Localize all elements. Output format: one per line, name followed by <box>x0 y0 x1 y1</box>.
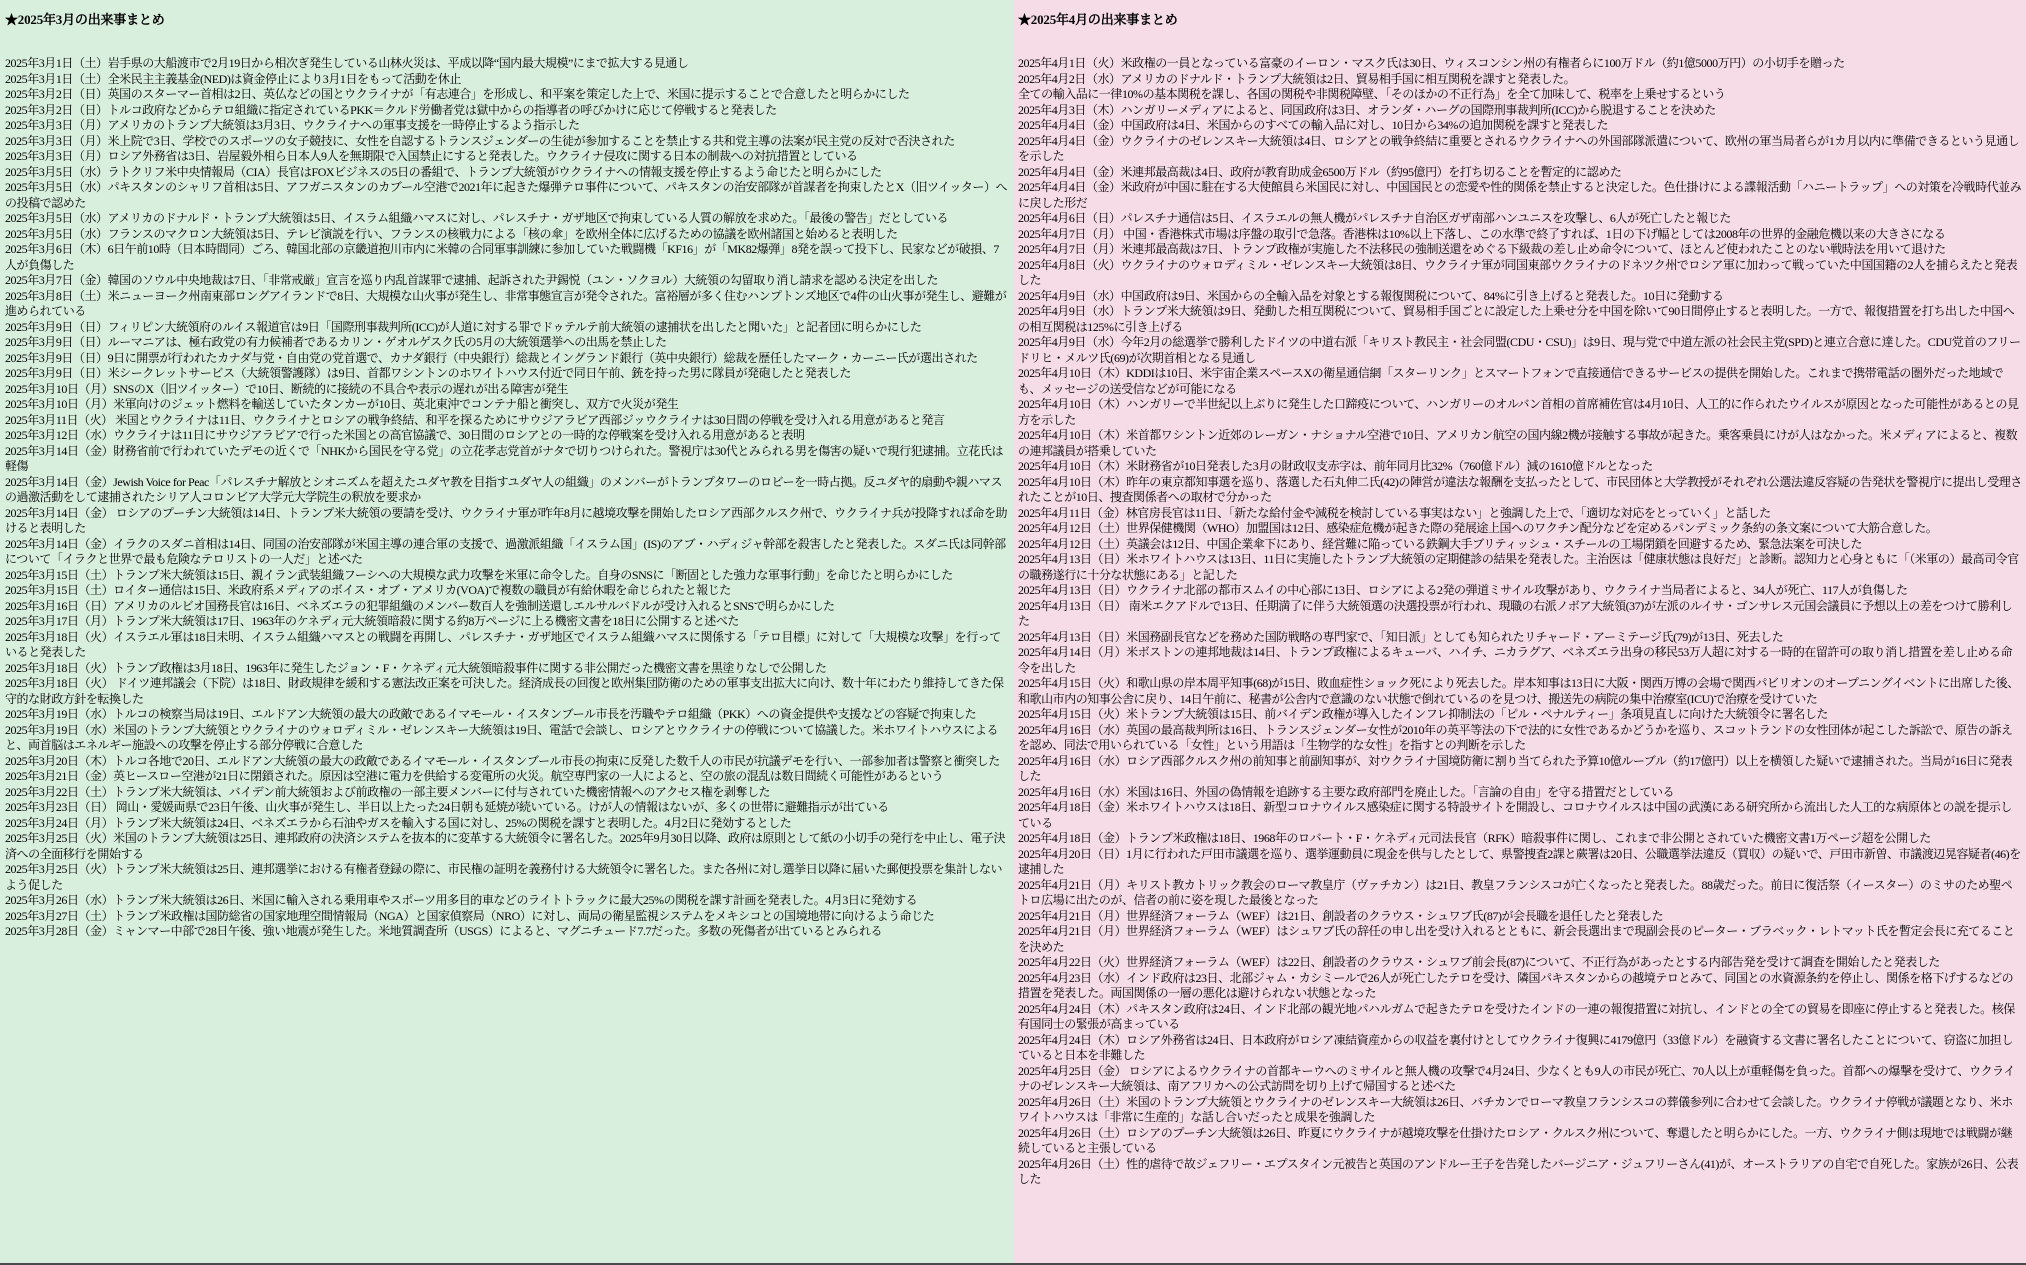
event-line: 2025年3月1日（土）全米民主主義基金(NED)は資金停止により3月1日をもって活動を休止 <box>5 71 461 86</box>
event-line: 2025年3月15日（土）トランプ米大統領は15日、親イラン武装組織フーシへの大規模な武力攻撃を米軍に命令した。自身のSNSに「断固とした強力な軍事行動」を命じたと明らかにした <box>5 567 953 582</box>
event-line: 2025年4月23日（水）インド政府は23日、北部ジャム・カシミールで26人が死亡したテロを受け、隣国パキスタンからの越境テロとみて、同国との水資源条約を停止し、関係を格下げするなどの措置を発表した。両国関係の一層の悪化は避けられない状態となった <box>1018 970 2014 1000</box>
event-line: 2025年3月6日（木）6日午前10時（日本時間同）ごろ、韓国北部の京畿道抱川市内に米韓の合同軍事訓練に参加していた戦闘機「KF16」が「MK82爆弾」8発を誤って投下し、民家などが破損、7人が負傷した <box>5 242 999 272</box>
event-line: 2025年3月24日（月）トランプ米大統領は24日、ベネズエラから石油やガスを輸入する国に対し、25%の関税を課すと表明した。4月2日に発効するとした <box>5 815 792 830</box>
event-line: 2025年4月24日（木）パキスタン政府は24日、インド北部の観光地パハルガムで起きたテロを受けたインドの一連の報復措置に対抗し、インドとの全ての貿易を即座に停止すると発表した。核保有国同士の緊張が高まっている <box>1018 1001 2015 1031</box>
event-line: 2025年3月3日（月）ロシア外務省は3日、岩屋毅外相ら日本人9人を無期限で入国禁止にすると発表した。ウクライナ侵攻に関する日本の制裁への対抗措置としている <box>5 149 858 163</box>
event-line: 2025年3月18日（火）イスラエル軍は18日未明、イスラム組織ハマスとの戦闘を再開し、パレスチナ・ガザ地区でイスラム組織ハマスに関係する「テロ目標」に対して「大規模な攻撃」を行っていると発表した <box>5 629 1001 659</box>
event-line: 2025年3月9日（日）米シークレットサービス（大統領警護隊）は9日、首都ワシントンのホワイトハウス付近で同日午前、銃を持った男に隊員が発砲したと発表した <box>5 366 851 380</box>
event-line: 2025年3月28日（金）ミャンマー中部で28日午後、強い地震が発生した。米地質調査所（USGS）によると、マグニチュード7.7だった。多数の死傷者が出ているとみられる <box>5 924 883 938</box>
event-line: 2025年3月1日（土）岩手県の大船渡市で2月19日から相次ぎ発生している山林火災は、平成以降“国内最大規模”にまで拡大する見通し <box>5 56 689 70</box>
event-line: 2025年4月7日（月） 中国・香港株式市場は序盤の取引で急落。香港株は10%以上下落し、この水準で終了すれば、1日の下げ幅としては2008年の世界的金融危機以来の大きさになる <box>1018 226 1946 241</box>
event-line: 2025年3月14日（金）Jewish Voice for Peac「パレスチナ解放とシオニズムを超えたユダヤ教を目指すユダヤ人の組織」のメンバーがトランプタワーのロビーを一時占拠。反ユダヤ的扇動や親ハマスの過激活動をして逮捕されたシリア人コロンビア大学元大学院生の釈放を要求か <box>5 474 1003 504</box>
event-line: 2025年3月21日（金）英ヒースロー空港が21日に閉鎖された。原因は空港に電力を供給する変電所の火災。航空専門家の一人によると、空の旅の混乱は数日間続く可能性があるという <box>5 769 944 783</box>
april-panel <box>1013 0 2026 1263</box>
event-line: 2025年3月14日（金）財務省前で行われていたデモの近くで「NHKから国民を守る党」の立花孝志党首がナタで切りつけられた。警視庁は30代とみられる男を傷害の疑いで現行犯逮捕。立花氏は軽傷 <box>5 443 1004 473</box>
event-line: 2025年4月11日（金）林官房長官は11日、「新たな給付金や減税を検討している事実はない」と強調した上で、「適切な対応をとっていく」と話した <box>1018 505 1771 520</box>
event-line: 2025年3月12日（水）ウクライナは11日にサウジアラビアで行った米国との高官協議で、30日間のロシアとの一時的な停戦案を受け入れる用意があると表明 <box>5 428 805 442</box>
event-line: 2025年4月16日（水）英国の最高裁判所は16日、トランスジェンダー女性が2010年の英平等法の下で法的に女性であるかどうかを巡り、スコットランドの女性団体が起こした訴訟で、原告の訴えを認め、同法で用いられている「女性」という用語は「生物学的な女性」を指すとの判断を示した <box>1018 722 2013 752</box>
event-line: 2025年4月4日（金）中国政府は4日、米国からのすべての輸入品に対し、10日から34%の追加関税を課すと発表した <box>1018 118 1609 132</box>
event-line: 2025年3月9日（日）9日に開票が行われたカナダ与党・自由党の党首選で、カナダ銀行（中央銀行）総裁とイングランド銀行（英中央銀行）総裁を歴任したマーク・カーニー氏が選出された <box>5 350 978 365</box>
april-event-list <box>1018 56 2022 1188</box>
event-line: 2025年3月16日（日）アメリカのルビオ国務長官は16日、ベネズエラの犯罪組織のメンバー数百人を強制送還しエルサルバドルが受け入れるとSNSで明らかにした <box>5 598 835 613</box>
event-line: 2025年4月20日（日）1月に行われた戸田市議選を巡り、選挙運動員に現金を供与したとして、県警捜査2課と蕨署は20日、公職選挙法違反（買収）の疑いで、戸田市新曽、市議渡辺晃容疑者(46)を逮捕した <box>1018 846 2021 876</box>
event-line: 2025年4月10日（木）昨年の東京都知事選を巡り、落選した石丸伸二氏(42)の陣営が違法な報酬を支払ったとして、市民団体と大学教授がそれぞれ公選法違反容疑の告発状を警視庁に提出し受理されたことが10日、捜査関係者への取材で分かった <box>1018 474 2022 504</box>
event-line: 2025年4月26日（土）ロシアのプーチン大統領は26日、昨夏にウクライナが越境攻撃を仕掛けたロシア・クルスク州について、奪還したと明らかにした。一方、ウクライナ側は現地では戦闘が継続していると主張している <box>1018 1125 2013 1155</box>
event-line: 2025年3月9日（日）ルーマニアは、極右政党の有力候補者であるカリン・ゲオルゲスク氏の5月の大統領選挙への出馬を禁止した <box>5 335 667 349</box>
march-event-list <box>5 56 1009 940</box>
april-title: ★2025年4月の出来事まとめ <box>1018 12 1178 27</box>
event-line: 2025年4月10日（木）米首都ワシントン近郊のレーガン・ナショナル空港で10日、アメリカン航空の国内線2機が接触する事故が起きた。乗客乗員にけが人はなかった。米メディアによると、複数の連邦議員が搭乗していた <box>1018 428 2018 458</box>
event-line: 2025年3月25日（火）米国のトランプ大統領は25日、連邦政府の決済システムを抜本的に変革する大統領令に署名した。2025年9月30日以降、政府は原則として紙の小切手の発行を中止し、電子決済への全面移行を開始する <box>5 831 1006 861</box>
event-line: 2025年4月25日（金） ロシアによるウクライナの首都キーウへのミサイルと無人機の攻撃で4月24日、少なくとも9人の市民が死亡、70人以上が重軽傷を負った。首都への爆撃を受けて、ウクライナのゼレンスキー大統領は、南アフリカへの公式訪問を切り上げて帰国すると述べた <box>1018 1063 2015 1093</box>
event-line: 2025年4月7日（月）米連邦最高裁は7日、トランプ政権が実施した不法移民の強制送還をめぐる下級裁の差し止め命令について、ほとんど使われたことのない戦時法を用いて退けた <box>1018 242 1946 256</box>
event-line: 2025年3月5日（水）アメリカのドナルド・トランプ大統領は5日、イスラム組織ハマスに対し、パレスチナ・ガザ地区で拘束している人質の解放を求めた。「最後の警告」だとしている <box>5 211 949 225</box>
event-line: 2025年3月5日（水）パキスタンのシャリフ首相は5日、アフガニスタンのカブール空港で2021年に起きた爆弾テロ事件について、パキスタンの治安部隊が首謀者を拘束したとX（旧ツイッター）への投稿で認めた <box>5 180 1008 210</box>
event-line: 2025年4月10日（木）ハンガリーで半世紀以上ぶりに発生した口蹄疫について、ハンガリーのオルバン首相の首席補佐官は4月10日、人工的に作られたウイルスが原因となった可能性があるとの見方を示した <box>1018 397 2019 427</box>
event-line: 2025年3月2日（日）英国のスターマー首相は2日、英仏などの国とウクライナが「有志連合」を形成し、和平案を策定した上で、米国に提示することで合意したと明らかにした <box>5 87 910 101</box>
event-line: 2025年4月8日（火）ウクライナのウォロディミル・ゼレンスキー大統領は8日、ウクライナ軍が同国東部ウクライナのドネツク州でロシア軍に加わって戦っていた中国国籍の2人を捕らえたと発表した <box>1018 257 2018 287</box>
event-line: 2025年3月15日（土）ロイター通信は15日、米政府系メディアのボイス・オブ・アメリカ(VOA)で複数の職員が有給休暇を命じられたと報じた <box>5 583 731 597</box>
event-line: 2025年4月14日（月）米ボストンの連邦地裁は14日、トランプ政権によるキューバ、ハイチ、ニカラグア、ベネズエラ出身の移民53万人超に対する一時的在留許可の取り消し措置を差し止める命令を出した <box>1018 645 2013 675</box>
event-line: 2025年3月5日（水）ラトクリフ米中央情報局（CIA）長官はFOXビジネスの5日の番組で、トランプ大統領がウクライナへの情報支援を停止するよう命じたと明らかにした <box>5 164 882 179</box>
event-line: 2025年4月3日（木）ハンガリーメディアによると、同国政府は3日、オランダ・ハーグの国際刑事裁判所(ICC)から脱退することを決めた <box>1018 102 1716 117</box>
april-panel-content <box>1013 0 2026 1188</box>
event-line: 2025年4月10日（木）米財務省が10日発表した3月の財政収支赤字は、前年同月比32%（760億ドル）減の1610億ドルとなった <box>1018 459 1653 473</box>
event-line: 2025年4月26日（土）性的虐待で故ジェフリー・エプスタイン元被告と英国のアンドルー王子を告発したバージニア・ジュフリーさん(41)が、オーストラリアの自宅で自死した。家族が26日、公表した <box>1018 1156 2019 1186</box>
event-line: 2025年3月10日（月）米軍向けのジェット燃料を輸送していたタンカーが10日、英北東沖でコンテナ船と衝突し、双方で火災が発生 <box>5 397 679 411</box>
event-line: 2025年3月9日（日）フィリピン大統領府のルイス報道官は9日「国際刑事裁判所(ICC)が人道に対する罪でドゥテルテ前大統領の逮捕状を出したと聞いた」と記者団に明らかにした <box>5 319 922 334</box>
event-line: 2025年3月10日（月）SNSのX（旧ツイッター）で10日、断続的に接続の不具合や表示の遅れが出る障害が発生 <box>5 381 569 396</box>
event-line: 2025年3月3日（月）米上院で3日、学校でのスポーツの女子競技に、女性を自認するトランスジェンダーの生徒が参加することを禁止する共和党主導の法案が民主党の反対で否決された <box>5 133 955 148</box>
event-line: 2025年3月18日（火）トランプ政権は3月18日、1963年に発生したジョン・F・ケネディ元大統領暗殺事件に関する非公開だった機密文書を黒塗りなしで公開した <box>5 660 827 675</box>
event-line: 2025年4月13日（日）米国務副長官などを務めた国防戦略の専門家で、「知日派」としても知られたリチャード・アーミテージ氏(79)が13日、死去した <box>1018 629 1784 644</box>
event-line: 2025年4月21日（月）世界経済フォーラム（WEF）はシュワブ氏の辞任の申し出を受け入れるとともに、新会長選出まで現副会長のピーター・ブラベック・レトマット氏を暫定会長に充てることを決めた <box>1018 924 2015 954</box>
event-line: 2025年4月9日（水）中国政府は9日、米国からの全輸入品を対象とする報復関税について、84%に引き上げると発表した。10日に発動する <box>1018 288 1724 303</box>
march-title: ★2025年3月の出来事まとめ <box>5 12 165 27</box>
event-line: 2025年4月18日（金）トランプ米政権は18日、1968年のロバート・F・ケネディ元司法長官（RFK）暗殺事件に関し、これまで非公開とされていた機密文書1万ページ超を公開した <box>1018 831 1931 845</box>
march-panel-content <box>0 0 1013 940</box>
event-line: 2025年4月4日（金）米政府が中国に駐在する大使館員ら米国民に対し、中国国民との恋愛や性的関係を禁止すると決定した。色仕掛けによる諜報活動「ハニートラップ」への対策を冷戦時代並みに戻した形だ <box>1018 180 2022 210</box>
event-line: 2025年3月8日（土）米ニューヨーク州南東部ロングアイランドで8日、大規模な山火事が発生し、非常事態宣言が発令された。富裕層が多く住むハンプトンズ地区で4件の山火事が発生し、避難が進められている <box>5 288 1007 318</box>
event-line: 2025年4月13日（日）米ホワイトハウスは13日、11日に実施したトランプ大統領の定期健診の結果を発表した。主治医は「健康状態は良好だ」と診断。認知力と心身ともに「（米軍の）最高司令官の職務遂行に十分な状態にある」と記した <box>1018 552 2019 582</box>
event-line: 2025年4月15日（火）米トランプ大統領は15日、前バイデン政権が導入したインフレ抑制法の「ピル・ペナルティー」条項見直しに向けた大統領令に署名した <box>1018 707 1828 721</box>
event-line: 2025年4月15日（火）和歌山県の岸本周平知事(68)が15日、敗血症性ショック死により死去した。岸本知事は13日に大阪・関西万博の会場で関西パビリオンのオープニングイベントに出席した後、和歌山市内の知事公舎に戻り、14日午前に、秘書が公舎内で意識のない状態で倒れているのを見つけ、搬送先の病院の集中治療室(ICU)で治療を受けていた <box>1018 676 2019 706</box>
event-line: 全ての輸入品に一律10%の基本関税を課し、各国の関税や非関税障壁、「そのほかの不正行為」を全て加味して、税率を上乗せするという <box>1018 87 1726 101</box>
event-line: 2025年3月19日（水）米国のトランプ大統領とウクライナのウォロディミル・ゼレンスキー大統領は19日、電話で会談し、ロシアとウクライナの停戦について協議した。米ホワイトハウスによると、両首脳はエネルギー施設への攻撃を停止する部分停戦に合意した <box>5 722 999 752</box>
event-line: 2025年4月13日（日）ウクライナ北部の都市スムイの中心部に13日、ロシアによる2発の弾道ミサイル攻撃があり、ウクライナ当局者によると、34人が死亡、117人が負傷した <box>1018 583 1908 597</box>
event-line: 2025年4月2日（水）アメリカのドナルド・トランプ大統領は2日、貿易相手国に相互関税を課すと発表した。 <box>1018 71 1576 86</box>
event-line: 2025年3月22日（土）トランプ米大統領は、バイデン前大統領および前政権の一部主要メンバーに付与されていた機密情報へのアクセス権を剥奪した <box>5 784 771 799</box>
event-line: 2025年4月4日（金）米連邦最高裁は4日、政府が教育助成金6500万ドル（約95億円）を打ち切ることを暫定的に認めた <box>1018 164 1622 179</box>
event-line: 2025年4月13日（日） 南米エクアドルで13日、任期満了に伴う大統領選の決選投票が行われ、現職の右派ノボア大統領(37)が左派のルイサ・ゴンサレス元国会議員に予想以上の差をつけて勝利した <box>1018 598 2013 628</box>
event-line: 2025年3月3日（月）アメリカのトランプ大統領は3月3日、ウクライナへの軍事支援を一時停止するよう指示した <box>5 118 580 132</box>
event-line: 2025年3月23日（日） 岡山・愛媛両県で23日午後、山火事が発生し、半日以上たった24日朝も延焼が続いている。けが人の情報はないが、多くの世帯に避難指示が出ている <box>5 800 889 814</box>
event-line: 2025年4月9日（水）今年2月の総選挙で勝利したドイツの中道右派「キリスト教民主・社会同盟(CDU・CSU)」は9日、現与党で中道左派の社会民主党(SPD)と連立合意に達した。CDU党首のフリードリヒ・メルツ氏(69)が次期首相となる見通し <box>1018 335 2021 365</box>
event-line: 2025年4月26日（土）米国のトランプ大統領とウクライナのゼレンスキー大統領は26日、バチカンでローマ教皇フランシスコの葬儀参列に合わせて会談した。ウクライナ停戦が議題となり、米ホワイトハウスは「非常に生産的」な話し合いだったと成果を強調した <box>1018 1094 2013 1124</box>
event-line: 2025年4月6日（日）パレスチナ通信は5日、イスラエルの無人機がパレスチナ自治区ガザ南部ハンユニスを攻撃し、6人が死亡したと報じた <box>1018 211 1731 225</box>
event-line: 2025年3月11日（火） 米国とウクライナは11日、ウクライナとロシアの戦争終結、和平を探るためにサウジアラビア西部ジッウクライナは30日間の停戦を受け入れる用意があると発言 <box>5 412 945 427</box>
event-line: 2025年4月1日（火）米政権の一員となっている富豪のイーロン・マスク氏は30日、ウィスコンシン州の有権者らに100万ドル（約1億5000万円）の小切手を贈った <box>1018 56 1845 70</box>
event-line: 2025年3月25日（火）トランプ米大統領は25日、連邦選挙における有権者登録の際に、市民権の証明を義務付ける大統領令に署名した。また各州に対し選挙日以降に届いた郵便投票を集計しないよう促した <box>5 862 1003 892</box>
event-line: 2025年4月18日（金）米ホワイトハウスは18日、新型コロナウイルス感染症に関する特設サイトを開設し、コロナウイルスは中国の武漢にある研究所から流出した人工的な病原体との説を提示している <box>1018 800 2012 830</box>
event-line: 2025年4月21日（月）キリスト教カトリック教会のローマ教皇庁（ヴァチカン）は21日、教皇フランシスコが亡くなったと発表した。88歳だった。前日に復活祭（イースター）のミサのため聖ペトロ広場に出たのが、信者の前に姿を現した最後となった <box>1018 877 2013 907</box>
event-line: 2025年4月22日（火）世界経済フォーラム（WEF）は22日、創設者のクラウス・シュワブ前会長(87)について、不正行為があったとする内部告発を受けて調査を開始したと発表した <box>1018 955 1940 969</box>
event-line: 2025年4月16日（水）ロシア西部クルスク州の前知事と前副知事が、対ウクライナ国境防衛に割り当てられた予算10億ルーブル（約17億円）以上を横領した疑いで逮捕された。当局が16日に発表した <box>1018 753 2012 783</box>
event-line: 2025年3月14日（金） ロシアのプーチン大統領は14日、トランプ米大統領の要請を受け、ウクライナ軍が昨年8月に越境攻撃を開始したロシア西部クルスク州で、ウクライナ兵が投降すれば命を助けると表明した <box>5 505 1008 535</box>
event-line: 2025年4月21日（月）世界経済フォーラム（WEF）は21日、創設者のクラウス・シュワブ氏(87)が会長職を退任したと発表した <box>1018 908 1664 923</box>
event-line: 2025年4月10日（木）KDDIは10日、米宇宙企業スペースXの衛星通信網「スターリンク」とスマートフォンで直接通信できるサービスの提供を開始した。これまで携帯電話の圏外だった地域でも、メッセージの送受信などが可能になる <box>1018 366 2004 396</box>
march-panel <box>0 0 1013 1263</box>
event-line: 2025年3月5日（水）フランスのマクロン大統領は5日、テレビ演説を行い、フランスの核戦力による「核の傘」を欧州全体に広げるための協議を欧州諸国と始めると表明した <box>5 226 898 241</box>
title-gap <box>1018 28 2022 56</box>
event-line: 2025年3月20日（木）トルコ各地で20日、エルドアン大統領の最大の政敵であるイマモール・イスタンブール市長の拘束に反発した数千人の市民が抗議デモを行い、一部参加者は警察と衝突した <box>5 753 1000 768</box>
event-line: 2025年3月14日（金）イラクのスダニ首相は14日、同国の治安部隊が米国主導の連合軍の支援で、過激派組織「イスラム国」(IS)のアブ・ハディジャ幹部を殺害したと発表した。スダニ氏は同幹部について「イラクと世界で最も危険なテロリストの一人だ」と述べた <box>5 536 1006 566</box>
event-line: 2025年3月7日（金）韓国のソウル中央地裁は7日、「非常戒厳」宣言を巡り内乱首謀罪で逮捕、起訴された尹錫悦（ユン・ソクヨル）大統領の勾留取り消し請求を認める決定を出した <box>5 273 939 287</box>
event-line: 2025年4月16日（水）米国は16日、外国の偽情報を追跡する主要な政府部門を廃止した。「言論の自由」を守る措置だとしている <box>1018 784 1675 799</box>
event-line: 2025年3月19日（水）トルコの検察当局は19日、エルドアン大統領の最大の政敵であるイマモール・イスタンブール市長を汚職やテロ組織（PKK）への資金提供や支援などの容疑で拘束した <box>5 707 977 721</box>
event-line: 2025年3月18日（火） ドイツ連邦議会（下院）は18日、財政規律を緩和する憲法改正案を可決した。経済成長の回復と欧州集団防衛のための軍事支出拡大に向け、数十年にわたり維持してきた保守的な財政方針を転換した <box>5 676 1004 706</box>
event-line: 2025年4月4日（金）ウクライナのゼレンスキー大統領は4日、ロシアとの戦争終結に重要とされるウクライナへの外国部隊派遣について、欧州の軍当局者らが1カ月以内に準備できるという見通しを示した <box>1018 133 2020 163</box>
event-line: 2025年3月27日（土）トランプ米政権は国防総省の国家地理空間情報局（NGA）と国家偵察局（NRO）に対し、両局の衛星監視システムをメキシコとの国境地帯に向けるよう命じた <box>5 908 935 923</box>
event-line: 2025年3月17日（月）トランプ米大統領は17日、1963年のケネディ元大統領暗殺に関する約8万ページに上る機密文書を18日に公開すると述べた <box>5 614 739 628</box>
title-gap <box>5 28 1009 56</box>
event-line: 2025年4月12日（土）世界保健機関（WHO）加盟国は12日、感染症危機が起きた際の発展途上国へのワクチン配分などを定めるパンデミック条約の条文案について大筋合意した。 <box>1018 521 1938 535</box>
event-line: 2025年4月24日（木）ロシア外務省は24日、日本政府がロシア凍結資産からの収益を裏付けとしてウクライナ復興に4179億円（33億ドル）を融資する文書に署名したことについて、窃盗に加担していると日本を非難した <box>1018 1032 2013 1062</box>
event-line: 2025年3月26日（水）トランプ米大統領は26日、米国に輸入される乗用車やスポーツ用多目的車などのライトトラックに最大25%の関税を課す計画を発表した。4月3日に発効する <box>5 893 918 907</box>
event-line: 2025年4月9日（水）トランプ米大統領は9日、発動した相互関税について、貿易相手国ごとに設定した上乗せ分を中国を除いて90日間停止すると表明した。一方で、報復措置を打ち出した中国への相互関税は125%に引き上げる <box>1018 304 2015 334</box>
event-line: 2025年3月2日（日）トルコ政府などからテロ組織に指定されているPKK＝クルド労働者党は獄中からの指導者の呼びかけに応じて停戦すると発表した <box>5 102 777 117</box>
event-line: 2025年4月12日（土）英議会は12日、中国企業傘下にあり、経営難に陥っている鉄鋼大手ブリティッシュ・スチールの工場閉鎖を回避するため、緊急法案を可決した <box>1018 536 1863 551</box>
